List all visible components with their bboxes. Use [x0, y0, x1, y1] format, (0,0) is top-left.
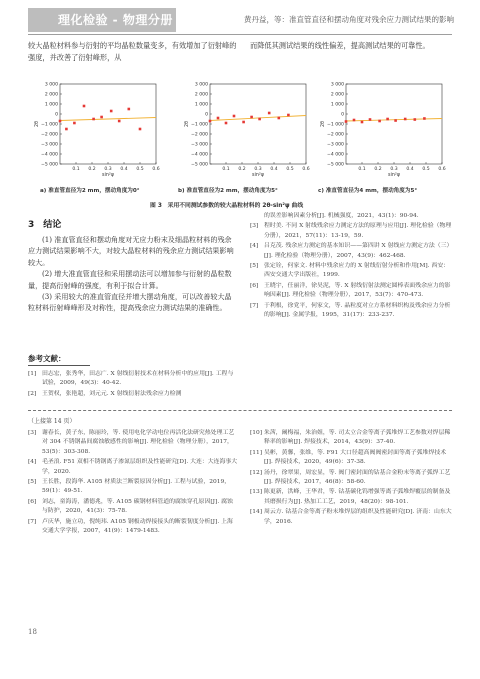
references-heading: 参考文献：: [28, 354, 66, 363]
plot-frame: [210, 84, 306, 164]
logo-text: 理化检验 - 物理分册: [58, 13, 173, 27]
y-tick-label: 0: [205, 112, 208, 118]
reference-number: [7]: [250, 302, 259, 309]
reference-text: 吕克茂. 残余应力测定的基本知识——第四讲 X 射线应力测定方法（三）[J]. 理化检验（物理分册），2007，43(9)：462-468.: [264, 243, 450, 259]
reference-item: [28, 478, 238, 497]
data-point: [65, 128, 68, 131]
reference-number: [7]: [28, 518, 37, 525]
reference-text: 刘志，童海涛，潘德兆，等. A105 碳钢材料管道的腐蚀穿孔原因[J]. 腐蚀与防护，2020，41(3)：75-78.: [42, 498, 233, 515]
x-tick-label: 0.3: [254, 167, 262, 172]
reference-item: [250, 449, 452, 468]
reference-item: [250, 242, 452, 261]
figure-caption: 图 3 采用不同测试参数的较大晶粒材料的 2θ-sin²ψ 曲线: [150, 203, 304, 209]
y-tick-label: −4 000: [40, 152, 58, 158]
reference-item: [250, 488, 452, 507]
data-point: [369, 118, 372, 121]
data-point: [73, 122, 76, 125]
reference-text: 毛圣浪. F51 双相不锈钢离子渗氮层组织及性能研究[D]. 大连：大连海事大学，2020.: [42, 459, 238, 475]
running-title: 黄丹益，等：准直管直径和摆动角度对残余应力测试结果的影响: [244, 15, 454, 24]
data-point: [268, 112, 271, 115]
y-axis-label: 2θ: [35, 121, 40, 127]
data-point: [233, 115, 236, 118]
reference-item: [250, 262, 452, 281]
data-point: [118, 120, 121, 123]
x-tick-label: 0.4: [270, 167, 278, 172]
x-tick-label: 0.4: [406, 167, 414, 172]
y-tick-label: −3 000: [326, 142, 344, 148]
fit-line: [346, 119, 442, 122]
reference-item: [28, 498, 238, 517]
reference-text: 汤丹，徐翠果，周宏显，等. 阀门密封面的钴基合金粉末等离子弧焊工艺[J]. 焊接技术，2017，46(8)：58-60.: [264, 469, 451, 486]
reference-number: [10]: [250, 430, 263, 436]
x-tick-label: 0.1: [222, 167, 230, 172]
y-tick-label: 1 000: [44, 102, 58, 108]
y-tick-label: 3 000: [330, 82, 344, 88]
body-text-left: 较大晶粒材料参与衍射的平均晶粒数量变多，有效增加了衍射峰的强度，并改善了衍射峰形，从: [28, 41, 237, 62]
reference-text: 张定铨，何家文. 材料中残余应力的 X 射线衍射分析和作用[M]. 西安：西安交通大学出版社，1999.: [264, 263, 450, 279]
body-text-right: 而降低其测试结果的线性偏差，提高测试结果的可靠性。: [250, 41, 430, 50]
y-tick-label: −5 000: [326, 162, 344, 168]
reference-item: [250, 469, 452, 488]
reference-item: [250, 212, 452, 221]
x-tick-label: 0.5: [286, 167, 294, 172]
reference-number: [2]: [28, 390, 37, 397]
reference-text: 王长胜，段海华. A105 材质法兰断裂原因分析[J]. 工程与试验，2019，59(1)：49-51.: [42, 479, 231, 495]
x-axis-label: sin²ψ: [252, 173, 264, 178]
data-point: [83, 105, 86, 108]
reference-text: 王贺权，张艳超，刘元元. X 射线衍射法残余应力检测: [42, 390, 182, 397]
reference-text: 周云方. 钴基合金等离子粉末堆焊层的组织及性能研究[D]. 济南：山东大学，2016.: [264, 509, 452, 525]
reference-text: 吴彬，黄馨，张维，等. F91 大口径超高阀阀密封面等离子弧堆焊技术[J]. 焊接技术，2020，49(6)：37-38.: [264, 449, 447, 466]
y-tick-label: 1 000: [330, 102, 344, 108]
y-tick-label: −4 000: [190, 152, 208, 158]
reference-text: 谢春长，黄子东，陈丽玲，等. 使用电化学动电位再活化法研究热处理工艺对 304 不锈钢晶间腐蚀敏感性的影响[J]. 理化检验（物理分册），2017，53(5)：303-308.: [42, 430, 235, 455]
y-tick-label: −3 000: [40, 142, 58, 148]
x-tick-label: 0.1: [358, 167, 366, 172]
conclusion-item: (1) 准直管直径和摆动角度对无应力粉末及细晶粒材料的残余应力测试结果影响不大，对较大晶粒材料的残余应力测试结果影响较大。: [28, 235, 234, 267]
x-tick-label: 0.6: [302, 167, 310, 172]
data-point: [128, 108, 131, 111]
data-point: [250, 116, 253, 119]
y-tick-label: −2 000: [40, 132, 58, 138]
reference-number: [6]: [28, 498, 37, 505]
y-tick-label: 2 000: [330, 92, 344, 98]
reference-number: [5]: [28, 479, 37, 486]
reference-number: [13]: [250, 489, 263, 496]
data-point: [242, 121, 245, 124]
fit-line: [210, 116, 306, 121]
reference-number: [12]: [250, 469, 263, 476]
x-tick-label: 0.6: [438, 167, 446, 172]
y-tick-label: −1 000: [40, 122, 58, 128]
data-point: [287, 114, 290, 117]
data-point: [414, 118, 417, 121]
reference-item: [28, 518, 238, 537]
journal-logo: [28, 8, 176, 32]
y-tick-label: −2 000: [326, 132, 344, 138]
data-point: [423, 117, 426, 120]
data-point: [217, 117, 220, 120]
chart-a-svg: [30, 78, 168, 183]
y-tick-label: 2 000: [194, 92, 208, 98]
reference-text: 陈更新，洪峰，王华君，等. 钴基碳化钨增强等离子弧堆焊覆层的制备及其磨损行为[J]. 热加工工艺，2019，48(20)：98-101.: [264, 489, 451, 505]
fit-line: [60, 118, 156, 121]
data-point: [394, 119, 397, 122]
data-point: [110, 110, 113, 113]
x-tick-label: 0.1: [72, 167, 80, 172]
reference-number: [1]: [28, 371, 37, 377]
panel-caption-c: c) 准直管直径为4 mm，摆动角度为5°: [318, 188, 418, 194]
x-tick-label: 0.2: [88, 167, 96, 172]
logo-badge: [28, 8, 56, 32]
chart-b-svg: [180, 78, 318, 183]
x-tick-label: 0.6: [152, 167, 160, 172]
y-axis-label: 2θ: [185, 121, 190, 127]
data-point: [353, 119, 356, 122]
data-point: [378, 120, 381, 123]
y-tick-label: 1 000: [194, 102, 208, 108]
y-tick-label: −5 000: [40, 162, 58, 168]
reference-list-right-continued: [250, 429, 452, 528]
x-tick-label: 0.2: [374, 167, 382, 172]
reference-number: [250, 212, 264, 221]
chart-a: [30, 78, 168, 183]
y-tick-label: −1 000: [190, 122, 208, 128]
chart-b: [180, 78, 318, 183]
reference-list-left-continued: [28, 429, 238, 537]
x-axis-label: sin²ψ: [388, 173, 400, 178]
x-tick-label: 0.5: [136, 167, 144, 172]
y-tick-label: 0: [341, 112, 344, 118]
y-tick-label: 3 000: [194, 82, 208, 88]
panel-caption-a: a) 准直管直径为2 mm，摆动角度为0°: [40, 188, 140, 194]
y-tick-label: −2 000: [190, 132, 208, 138]
x-axis-label: sin²ψ: [102, 173, 114, 178]
conclusion-item: (3) 采用较大的准直管直径并增大摆动角度，可以改善较大晶粒材料衍射峰峰形及对称性，提高残余应力测试结果的准确性。: [28, 292, 232, 313]
chart-c: [316, 78, 454, 183]
reference-text: 田志宏，张秀华，田志广. X 射线衍射技术在材料分析中的应用[J]. 工程与试验，2009，49(3)：40-42.: [42, 371, 234, 387]
y-tick-label: −1 000: [326, 122, 344, 128]
data-point: [59, 120, 62, 123]
reference-number: [4]: [250, 243, 259, 250]
reference-number: [4]: [28, 459, 37, 466]
reference-text: 的误差影响因素分析[J]. 机械强度，2021，43(1)：90-94.: [264, 213, 419, 219]
reference-item: [250, 429, 452, 448]
reference-number: [6]: [250, 282, 259, 289]
panel-caption-b: b) 准直管直径为2 mm，摆动角度为5°: [178, 188, 278, 194]
plot-frame: [346, 84, 442, 164]
reference-number: [11]: [250, 449, 263, 456]
reference-list-right: [250, 212, 452, 321]
page-number: 18: [28, 628, 37, 636]
reference-item: [250, 508, 452, 527]
reference-number: [3]: [28, 430, 37, 436]
data-point: [225, 122, 228, 125]
reference-text: 卢庆华，施立功，倪纯玮. A105 钢板动焊接接头的断裂韧度分析[J]. 上海交通大学学报，2007，41(9)：1479-1483.: [42, 518, 233, 535]
reference-item: [28, 390, 238, 399]
reference-item: [28, 370, 238, 389]
conclusion-item: (2) 增大准直管直径和采用摆动法可以增加参与衍射的晶粒数量，提高衍射峰的强度，有利于拟合计算。: [28, 269, 232, 290]
y-tick-label: −5 000: [190, 162, 208, 168]
chart-c-svg: [316, 78, 454, 183]
reference-number: [5]: [250, 263, 259, 270]
x-tick-label: 0.4: [120, 167, 128, 172]
data-point: [361, 121, 364, 124]
continued-note: （上接第 14 页）: [28, 418, 76, 425]
reference-item: [28, 429, 238, 457]
data-point: [92, 118, 95, 121]
y-tick-label: 3 000: [44, 82, 58, 88]
reference-item: [28, 458, 238, 477]
reference-text: 朱茜，阚梅福，朱治姐，等. 司太立合金等离子弧堆焊工艺参数对焊层稀释率的影响[J]. 焊接技术，2014，43(9)：37-40.: [264, 430, 451, 446]
reference-item: [250, 282, 452, 301]
data-point: [345, 120, 348, 123]
data-point: [209, 120, 212, 123]
reference-number: [3]: [250, 223, 259, 230]
y-tick-label: −4 000: [326, 152, 344, 158]
reference-text: 王晓宇，任丽洋，徐昊泥，等. X 射线衍射法测定圆棒表面残余应力的影响因素[J]. 理化检验（物理分册），2017，53(7)：470-473.: [264, 282, 451, 299]
reference-text: 程时美. 不同 X 射线残余应力测定方法的原理与应用[J]. 理化检验（物理分册），2021，57(11)：13-19，59.: [264, 223, 452, 239]
data-point: [386, 118, 389, 121]
conclusion-body: [28, 234, 238, 314]
data-point: [258, 118, 261, 121]
y-tick-label: 2 000: [44, 92, 58, 98]
reference-number: [14]: [250, 509, 263, 516]
x-tick-label: 0.3: [104, 167, 112, 172]
x-tick-label: 0.3: [390, 167, 398, 172]
reference-item: [250, 302, 452, 321]
dashed-divider: [28, 410, 452, 411]
x-tick-label: 0.2: [238, 167, 246, 172]
y-tick-label: −3 000: [190, 142, 208, 148]
reference-item: [250, 222, 452, 241]
y-tick-label: 0: [55, 112, 58, 118]
header-rule: [28, 34, 452, 35]
data-point: [278, 117, 281, 120]
reference-list-left: [28, 370, 238, 400]
data-point: [139, 128, 142, 131]
data-point: [404, 118, 407, 121]
y-axis-label: 2θ: [321, 121, 326, 127]
x-tick-label: 0.5: [422, 167, 430, 172]
data-point: [100, 116, 103, 119]
section-heading: 3 结论: [28, 220, 62, 230]
reference-text: 于利根，徐党平，何家文，等. 晶粒度对立方系材料织构及残余应力分析的影响[J]. 金属学报，1995，31(17)：233-237.: [264, 302, 451, 319]
references-rule: [28, 365, 90, 366]
